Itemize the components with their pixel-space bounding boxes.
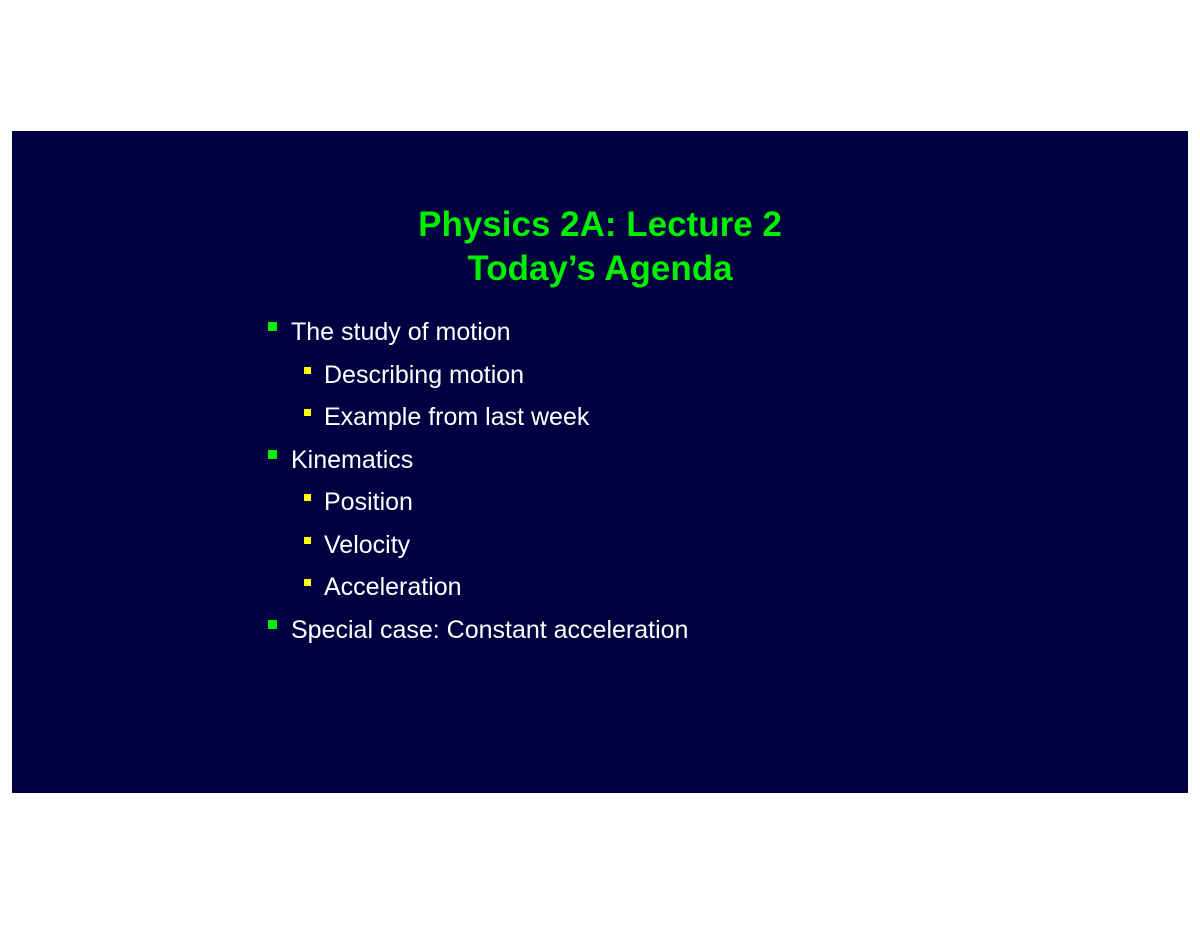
square-bullet-icon [304,494,311,501]
agenda-subitem-describing-motion [12,354,688,397]
agenda-list [12,311,688,651]
agenda-item-text: Example from last week [324,403,590,431]
agenda-subitem-example [12,396,688,439]
agenda-subitem-velocity [12,524,688,567]
agenda-item-text: Acceleration [324,573,462,601]
slide [12,131,1188,793]
agenda-item-text: Special case: Constant acceleration [291,615,689,644]
agenda-item-kinematics [12,439,688,482]
square-bullet-icon [268,450,277,459]
square-bullet-icon [268,322,277,331]
slide-title [12,203,1188,291]
agenda-item-text: The study of motion [291,318,511,346]
square-bullet-icon [268,620,277,629]
agenda-subitem-position [12,481,688,524]
agenda-item-text: Describing motion [324,360,525,389]
agenda-item-text: Velocity [324,530,411,559]
agenda-subitem-acceleration [12,566,688,609]
square-bullet-icon [304,537,311,544]
square-bullet-icon [304,579,311,586]
title-line-2: Today’s Agenda [467,249,733,288]
square-bullet-icon [304,367,311,374]
agenda-item-text: Position [324,488,413,516]
title-line-1: Physics 2A: Lecture 2 [418,205,782,244]
agenda-item-text: Kinematics [291,445,414,474]
square-bullet-icon [304,409,311,416]
agenda-item-special-case [12,609,688,652]
agenda-item-study-of-motion [12,311,688,354]
